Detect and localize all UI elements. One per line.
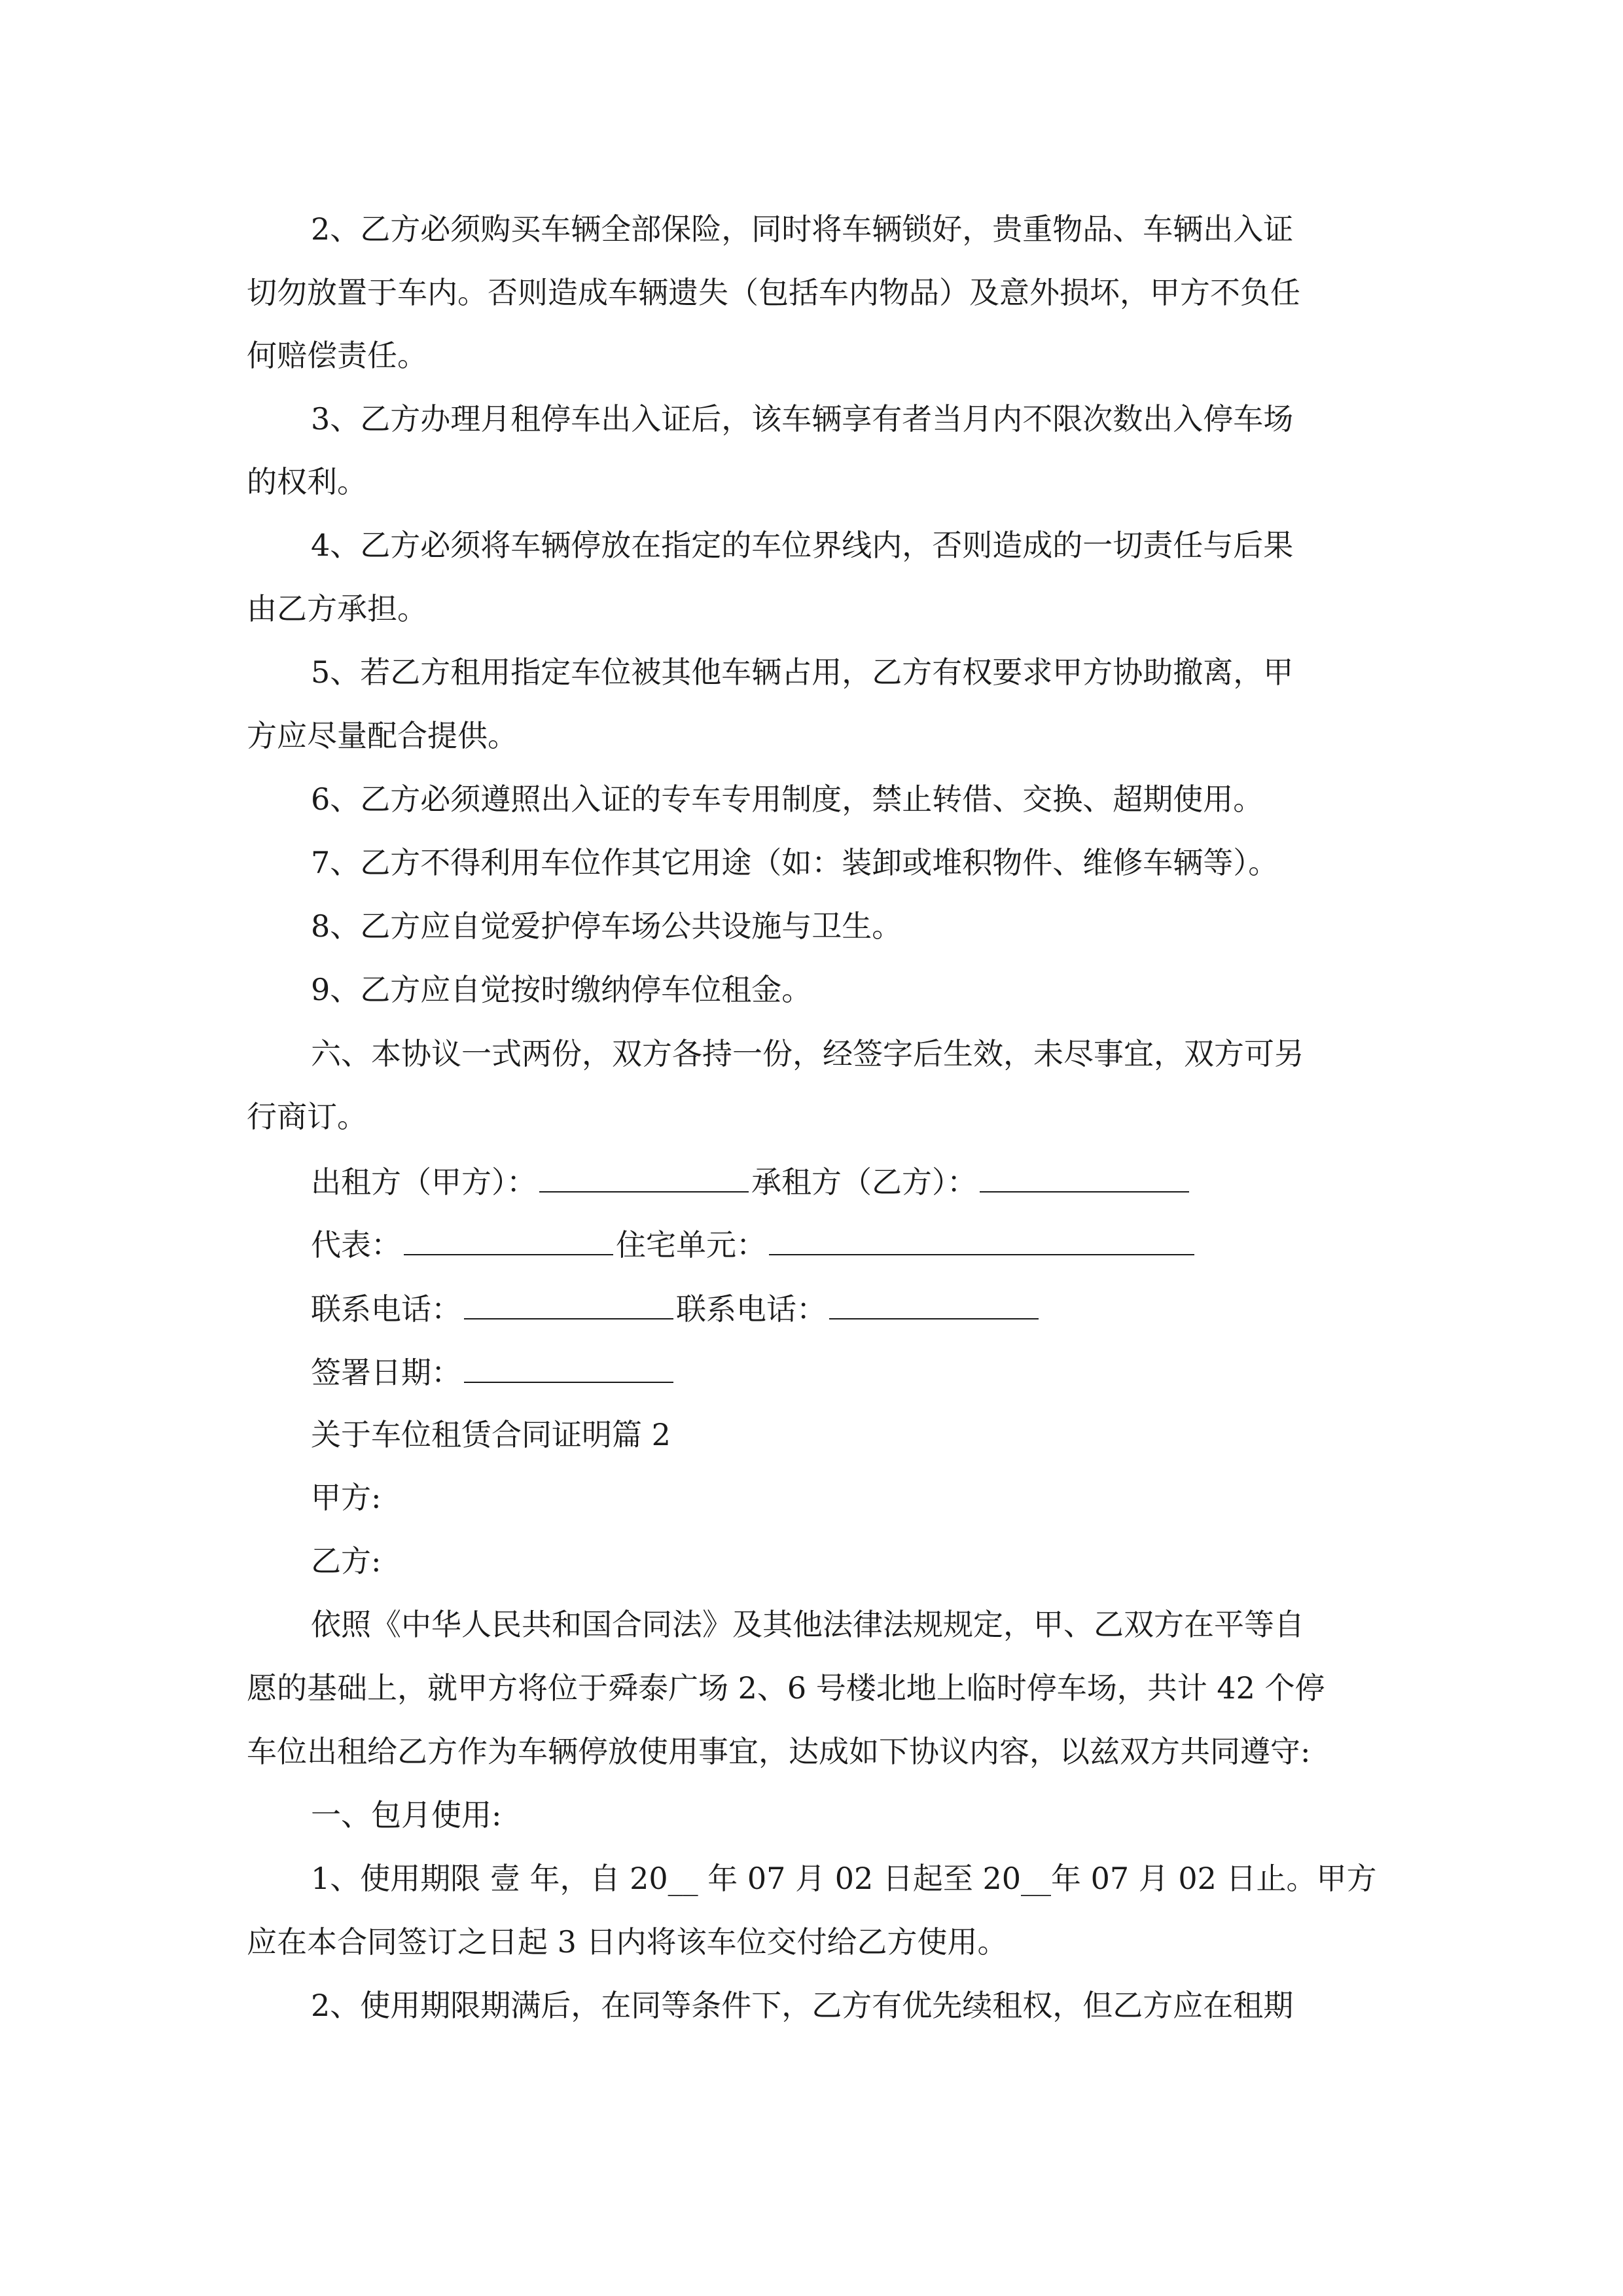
residential-unit-label: 住宅单元：: [616, 1227, 766, 1263]
item-1-line-2: 应在本合同签订之日起 3 日内将该车位交付给乙方使用。: [247, 1924, 1008, 1960]
lessor-blank[interactable]: [539, 1161, 749, 1193]
signature-date-row: [311, 1352, 676, 1392]
phone-blank-lessor[interactable]: [464, 1288, 673, 1319]
sign-date-label: 签署日期：: [311, 1355, 461, 1390]
clause-six-line-2: 行商订。: [247, 1099, 367, 1134]
lessee-label: 承租方（乙方）：: [751, 1164, 977, 1200]
signature-parties-row: [311, 1161, 1192, 1202]
intro-line-2: 愿的基础上，就甲方将位于舜泰广场 2、6 号楼北地上临时停车场，共计 42 个停: [247, 1670, 1325, 1706]
representative-label: 代表：: [311, 1227, 401, 1263]
clause-3-line-1: 3、乙方办理月租停车出入证后，该车辆享有者当月内不限次数出入停车场: [311, 401, 1294, 437]
signature-rep-row: [311, 1224, 1197, 1265]
clause-2-line-2: 切勿放置于车内。否则造成车辆遗失（包括车内物品）及意外损坏，甲方不负任: [247, 275, 1300, 310]
clause-9: 9、乙方应自觉按时缴纳停车位租金。: [311, 972, 812, 1007]
party-a-label: 甲方:: [311, 1480, 382, 1515]
intro-line-3: 车位出租给乙方作为车辆停放使用事宜，达成如下协议内容，以兹双方共同遵守:: [247, 1734, 1311, 1769]
lessor-label: 出租方（甲方）：: [311, 1164, 537, 1200]
clause-7: 7、乙方不得利用车位作其它用途（如：装卸或堆积物件、维修车辆等）。: [311, 845, 1279, 880]
clause-2-line-1: 2、乙方必须购买车辆全部保险，同时将车辆锁好，贵重物品、车辆出入证: [311, 211, 1294, 247]
clause-8: 8、乙方应自觉爱护停车场公共设施与卫生。: [311, 908, 902, 944]
sign-date-blank[interactable]: [464, 1352, 673, 1383]
clause-4-line-1: 4、乙方必须将车辆停放在指定的车位界线内，否则造成的一切责任与后果: [311, 528, 1294, 563]
clause-5-line-1: 5、若乙方租用指定车位被其他车辆占用，乙方有权要求甲方协助撤离，甲: [311, 655, 1294, 690]
clause-6: 6、乙方必须遵照出入证的专车专用制度，禁止转借、交换、超期使用。: [311, 781, 1264, 817]
phone-blank-lessee[interactable]: [829, 1288, 1039, 1319]
representative-blank[interactable]: [404, 1224, 613, 1255]
clause-2-line-3: 何赔偿责任。: [247, 338, 427, 373]
item-1-line-1: 1、使用期限 壹 年，自 20__ 年 07 月 02 日起至 20__年 07 月 02 日止。甲方: [311, 1861, 1377, 1896]
section-2-title: 关于车位租赁合同证明篇 2: [311, 1417, 671, 1452]
party-b-label: 乙方:: [311, 1543, 382, 1579]
clause-3-line-2: 的权利。: [247, 464, 367, 499]
intro-line-1: 依照《中华人民共和国合同法》及其他法律法规规定，甲、乙双方在平等自: [311, 1607, 1304, 1642]
clause-4-line-2: 由乙方承担。: [247, 591, 427, 626]
phone-label-lessor: 联系电话：: [311, 1291, 461, 1327]
heading-monthly-use: 一、包月使用:: [311, 1797, 502, 1833]
item-2-line-1: 2、使用期限期满后，在同等条件下，乙方有优先续租权，但乙方应在租期: [311, 1988, 1294, 2023]
lessee-blank[interactable]: [980, 1161, 1189, 1193]
signature-phone-row: [311, 1288, 1041, 1329]
clause-six-line-1: 六、本协议一式两份，双方各持一份，经签字后生效，未尽事宜，双方可另: [311, 1036, 1304, 1071]
clause-5-line-2: 方应尽量配合提供。: [247, 718, 518, 753]
phone-label-lessee: 联系电话：: [676, 1291, 827, 1327]
residential-unit-blank[interactable]: [769, 1224, 1194, 1255]
